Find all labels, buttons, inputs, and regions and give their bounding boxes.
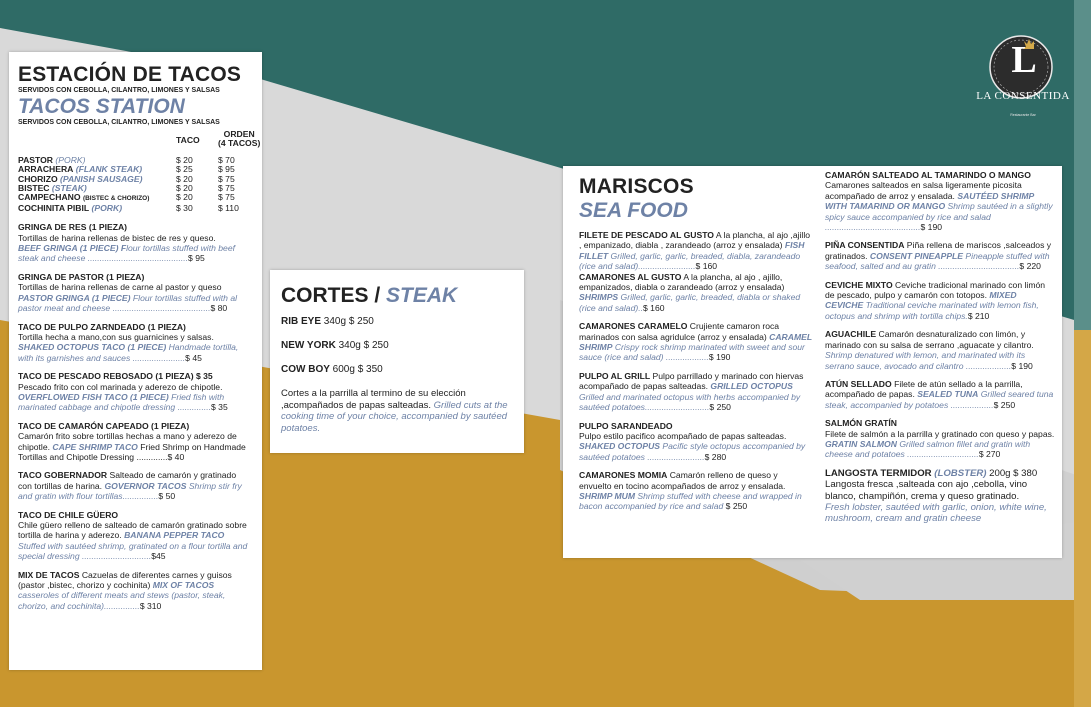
item-price: $ 35 xyxy=(211,402,228,413)
item-desc-en: casseroles of different meats and stews (pastor, steak, chorizo, and cochinita)............... xyxy=(18,590,226,611)
list-item xyxy=(579,230,812,272)
item-desc-en: Grilled and marinated octopus with herbs accompanied by sautéed potatoes........................... xyxy=(579,391,801,413)
item-price: $ 270 xyxy=(978,449,1001,460)
item-title-en: FISH FILLET xyxy=(579,240,805,261)
item-price: $ 310 xyxy=(139,600,162,611)
item-desc: Piña rellena de mariscos ,salceados y gratinados. xyxy=(825,240,1052,261)
list-item xyxy=(18,371,250,413)
item-title: LANGOSTA TERMIDOR xyxy=(825,467,935,479)
item-desc: A la plancha, al ajo ,ajillo , empanizado, diabla , zarandeado (arroz y ensalada) xyxy=(579,230,811,251)
item-desc: A la plancha, al ajo , ajillo, empanizados, diabla o zarandeado (arroz y ensalada) xyxy=(579,271,785,293)
item-desc-en: Pineapple stuffed with seafood, salted and au gratin .................................. xyxy=(825,250,1050,272)
seafood-title-en: SEA FOOD xyxy=(579,199,688,222)
list-item xyxy=(18,470,250,501)
seafood-panel xyxy=(563,166,1062,558)
item-title-en: BANANA PEPPER TACO xyxy=(124,530,225,541)
tacos-price-table xyxy=(18,130,260,213)
tacos-title: ESTACIÓN DE TACOS xyxy=(18,63,242,86)
row-order-price: $ 75 xyxy=(218,173,235,184)
item-title: GRINGA DE RES (1 PIEZA) xyxy=(18,222,128,233)
item-desc: Pulpo parrillado y marinado con hiervas acompañado de papas salteadas. xyxy=(579,370,804,392)
row-order-price: $ 75 xyxy=(218,183,235,194)
seafood-left-column xyxy=(579,174,812,520)
list-item xyxy=(18,421,250,463)
list-item xyxy=(579,470,812,512)
row-name-en: (FLANK STEAK) xyxy=(75,164,143,175)
item-price: $ 190 xyxy=(1011,360,1033,371)
item-desc: Pescado frito con col marinada y aderezo de chipotle. xyxy=(18,381,223,392)
item-price: $ 95 xyxy=(188,253,205,264)
steak-heading xyxy=(281,284,524,308)
item-price: $ 160 xyxy=(695,261,718,272)
item-title: TACO DE CAMARÓN CAPEADO (1 PIEZA) xyxy=(18,420,190,431)
item-title-en: MIX OF TACOS xyxy=(152,580,215,591)
steak-note-es: Cortes a la parrilla al termino de su elección ,acompañados de papas salteadas. xyxy=(281,388,466,411)
col-order-sublabel: (4 TACOS) xyxy=(218,138,261,149)
item-desc-en: Grilled salmon fillet and gratin with cheese and potatoes .............................. xyxy=(825,438,1031,460)
list-item xyxy=(825,329,1055,371)
row-name: CAMPECHANO xyxy=(18,192,81,203)
item-title: CAMARONES MOMIA xyxy=(579,470,668,481)
item-desc: Tortilla hecha a mano,con sus guarnicines y salsas. xyxy=(18,331,214,342)
item-title: FILETE DE PESCADO AL GUSTO xyxy=(579,230,714,240)
list-item xyxy=(825,240,1055,271)
logo-tagline: Restaurante Bar xyxy=(1010,113,1036,117)
item-price: $ 45 xyxy=(185,352,202,363)
row-taco-price: $ 20 xyxy=(176,173,193,184)
row-name-en: (BISTEC & CHORIZO) xyxy=(82,195,150,203)
item-price: $ 190 xyxy=(920,222,943,233)
item-price: $ 250 xyxy=(993,399,1016,410)
item-title-en: SHRIMP MUM xyxy=(579,490,636,501)
item-desc-en: Shrimp stir fry and gratin with flour tortillas............... xyxy=(18,480,242,502)
item-desc-en: Pacific style octopus accompanied by sautéed potatoes ........................ xyxy=(579,441,806,462)
item-title-en: BEEF GRINGA (1 PIECE) F xyxy=(18,243,127,254)
item-title: MIX DE TACOS xyxy=(18,569,80,580)
row-name: PASTOR xyxy=(18,154,54,165)
item-price: $ 190 xyxy=(708,352,731,363)
item-title-en: CARAMEL SHRIMP xyxy=(579,331,812,353)
item-title-en: GOVERNOR TACOS xyxy=(104,480,187,491)
row-name-en: (PORK) xyxy=(91,202,123,213)
item-desc: Camarón frito sobre tortillas hechas a mano y aderezo de chipotle. xyxy=(18,431,237,452)
steak-name: NEW YORK xyxy=(281,340,336,351)
item-title: PULPO AL GRILL xyxy=(579,370,651,381)
list-item xyxy=(579,421,812,463)
col-taco-header: TACO xyxy=(176,135,200,145)
item-desc: Crujiente camaron roca marinados con salsa agridulce (arroz y ensalada) xyxy=(579,321,780,342)
item-desc-en: Grilled, garlic, garlic, breaded, diabla or shaked (rice and salad).. xyxy=(579,292,801,313)
steak-note-en: Grilled cuts at the cooking time of your choice, accompanied by sautéed potatoes. xyxy=(281,399,508,434)
item-price: $45 xyxy=(151,551,166,562)
background-side-strip-gold xyxy=(1074,330,1091,707)
item-desc-en: Traditional ceviche marinated with lemon fish, octopus and shrimp with tortilla chips. xyxy=(825,300,1039,321)
item-desc-en: Fried fish with marinated cabbage and chipotle dressing .............. xyxy=(18,391,225,413)
item-desc: Camarón desnaturalizado con limón, y marinado con su salsa de serrano ,aguacate y cilantro. xyxy=(825,329,1034,350)
list-item xyxy=(18,272,250,314)
item-price: $ 160 xyxy=(643,302,665,313)
row-order-price: $ 70 xyxy=(218,154,235,165)
row-name: ARRACHERA xyxy=(18,164,74,175)
list-item xyxy=(18,322,250,364)
item-desc: Tortillas de harina rellenas de bistec de res y queso. xyxy=(18,232,216,243)
row-name-en: (STEAK) xyxy=(51,183,87,194)
item-price: $ 40 xyxy=(167,451,185,462)
list-item xyxy=(825,468,1055,525)
item-price: $ 210 xyxy=(967,310,990,321)
row-order-price: $ 95 xyxy=(218,164,235,175)
item-desc-en: Fried Shrimp on Handmade Tortillas and Chipotle Dressing ............. xyxy=(18,441,246,462)
item-title: PULPO SARANDEADO xyxy=(579,420,673,431)
item-desc: Pulpo estilo pacifico acompañado de papas salteadas. xyxy=(579,430,787,441)
item-price: $ 220 xyxy=(1019,261,1041,272)
item-desc-en: Handmade tortilla, with its garnishes and sauces ...................... xyxy=(18,342,239,363)
col-order-label: ORDEN xyxy=(223,129,255,139)
row-name: BISTEC xyxy=(18,183,50,194)
row-taco-price: $ 30 xyxy=(176,202,193,213)
list-item xyxy=(825,418,1055,460)
row-taco-price: $ 20 xyxy=(176,192,193,203)
item-desc: Filete de salmón a la parrilla y gratinado con queso y papas. xyxy=(825,428,1055,439)
item-desc: Filete de atún sellado a la parrilla, acompañado de papas. xyxy=(825,378,1023,400)
item-desc-en: Crispy rock shrimp marinated with sweet and sour sauce (rice and salad) .................. xyxy=(579,342,805,363)
item-title: TACO DE CHILE GÜERO xyxy=(18,509,119,520)
row-name: CHORIZO xyxy=(18,173,58,184)
tacos-specials-list xyxy=(18,222,250,611)
seafood-right-column xyxy=(825,170,1055,525)
item-title-en: CAPE SHRIMP TACO xyxy=(52,441,138,452)
row-order-price: $ 75 xyxy=(218,192,235,203)
item-title-en: SHAKED OCTOPUS xyxy=(579,441,661,452)
item-title-en: GRILLED OCTOPUS xyxy=(710,381,793,392)
row-taco-price: $ 25 xyxy=(176,164,193,175)
item-title: AGUACHILE xyxy=(825,329,877,340)
item-desc-en: Fresh lobster, sautéed with garlic, onion, white wine, mushroom, cream and gratin cheese xyxy=(825,501,1047,525)
logo-name: LA CONSENTIDA xyxy=(976,90,1070,102)
row-order-price: $ 110 xyxy=(218,202,239,213)
col-order-header xyxy=(218,130,260,149)
item-desc: Salteado de camarón y gratinado con tortillas de harina. xyxy=(18,470,237,491)
item-desc: Cazuelas de diferentes carnes y guisos (pastor ,bistec, chorizo y cochinita) xyxy=(18,569,232,591)
tacos-panel xyxy=(9,52,262,670)
row-taco-price: $ 20 xyxy=(176,154,193,165)
list-item xyxy=(18,570,250,612)
list-item xyxy=(825,379,1055,410)
steak-note xyxy=(281,388,513,434)
row-name-en: (PORK) xyxy=(55,154,86,165)
tacos-table-header xyxy=(18,130,260,149)
row-name: COCHINITA PIBIL xyxy=(18,202,90,213)
item-desc-en: Shrimp sautéed in a slightly spicy sauce accompanied by rice and salad ........................................ xyxy=(825,201,1053,233)
steak-row xyxy=(281,364,524,375)
item-title: GRINGA DE PASTOR (1 PIEZA) xyxy=(18,271,145,282)
steak-name: RIB EYE xyxy=(281,316,322,327)
tacos-title-en: TACOS STATION xyxy=(18,95,185,118)
item-title: PIÑA CONSENTIDA xyxy=(825,240,905,251)
list-item xyxy=(579,371,812,413)
item-title-en: GRATIN SALMON xyxy=(825,438,897,449)
item-desc-en: Shrimp denatured with lemon, and marinated with its serrano sauce, avocado and cilantro ................... xyxy=(825,350,1026,371)
tacos-subtitle: SERVIDOS CON CEBOLLA, CILANTRO, LIMONES Y SALSAS xyxy=(18,87,220,94)
item-desc-en: Grilled seared tuna steak, accompanied by potatoes .................. xyxy=(825,389,1054,410)
steak-title-en: STEAK xyxy=(386,284,458,307)
item-desc-en: Shrimp stuffed with cheese and wrapped in bacon accompanied by rice and salad xyxy=(579,490,802,512)
item-title: CAMARONES AL GUSTO xyxy=(579,271,682,282)
item-desc-en: lour tortillas stuffed with beef steak and cheese .......................................... xyxy=(18,243,235,264)
steak-title: CORTES / xyxy=(281,284,387,307)
list-item xyxy=(579,272,812,314)
item-title: SALMÓN GRATÍN xyxy=(825,418,897,429)
item-desc-en: Stuffed with sautéed shrimp, gratinated on a flour tortilla and special dressing ............................. xyxy=(18,540,248,562)
item-title-en: PASTOR GRINGA (1 PIECE) xyxy=(18,292,131,303)
list-item xyxy=(825,280,1055,322)
item-price: $ 250 xyxy=(725,501,748,512)
item-desc: Langosta fresca ,salteada con ajo ,cebolla, vino blanco, champiñón, crema y queso gratinado. xyxy=(825,479,1028,502)
steak-panel xyxy=(270,270,524,453)
item-price: $ 80 xyxy=(210,303,228,314)
steak-row xyxy=(281,340,524,351)
item-desc: Chile güero relleno de salteado de camarón gratinado sobre tortilla de harina y aderezo. xyxy=(18,520,247,541)
logo-letter: L xyxy=(1011,39,1037,81)
item-title-en: SHAKED OCTOPUS TACO (1 PIECE) xyxy=(18,342,167,353)
item-title-en: MIXED CEVICHE xyxy=(825,290,1017,311)
item-price: $ 250 xyxy=(709,402,731,413)
item-title: TACO GOBERNADOR xyxy=(18,470,108,481)
row-taco-price: $ 20 xyxy=(176,183,193,194)
item-desc: Camarón relleno de queso y envuelto en tocino acompañados de arroz y ensalada. xyxy=(579,470,786,491)
item-desc: Tortillas de harina rellenas de carne al pastor y queso xyxy=(18,282,222,293)
item-title: CAMARONES CARAMELO xyxy=(579,321,688,332)
list-item xyxy=(579,321,812,363)
item-title-en: CONSENT PINEAPPLE xyxy=(869,250,964,261)
item-title: TACO DE PESCADO REBOSADO (1 PIEZA) $ 35 xyxy=(18,371,213,382)
list-item xyxy=(18,222,250,264)
item-title-en: OVERFLOWED FISH TACO (1 PIECE) xyxy=(18,391,169,402)
list-item xyxy=(18,510,250,562)
item-title-en: SHRIMPS xyxy=(579,292,619,303)
item-price: $ 280 xyxy=(704,451,727,462)
item-price: 200g $ 380 xyxy=(986,467,1038,479)
seafood-title: MARISCOS xyxy=(579,175,694,198)
steak-name: COW BOY xyxy=(281,364,330,375)
item-desc-en: Flour tortillas stuffed with al pastor meat and cheese ......................................... xyxy=(18,292,238,314)
item-title: TACO DE PULPO ZARNDEADO (1 PIEZA) xyxy=(18,321,186,332)
item-desc-en: Grilled, garlic, garlic, breaded, diabla, zarandeado (rice and salad)........................ xyxy=(579,250,801,272)
steak-detail: 340g $ 250 xyxy=(335,340,389,351)
tacos-subtitle-en: SERVIDOS CON CEBOLLA, CILANTRO, LIMONES Y SALSAS xyxy=(18,119,220,126)
item-price: $ 50 xyxy=(158,491,176,502)
steak-row xyxy=(281,316,524,327)
item-title-en: (LOBSTER) xyxy=(934,467,987,479)
list-item xyxy=(825,170,1055,232)
table-row xyxy=(18,204,260,213)
item-desc: Camarones salteados en salsa ligeramente picosita acompañado de arroz y ensalada. xyxy=(825,180,1022,201)
item-desc: Ceviche tradicional marinado con limón de pescado, pulpo y camarón con totopos. xyxy=(825,279,1046,301)
item-title-en: SEALED TUNA xyxy=(917,389,979,400)
item-title-en: SAUTÉED SHRIMP WITH TAMARIND OR MANGO xyxy=(825,190,1034,212)
steak-detail: 340g $ 250 xyxy=(321,316,374,327)
steak-detail: 600g $ 350 xyxy=(329,364,383,375)
item-title: ATÚN SELLADO xyxy=(825,378,892,389)
item-title: CEVICHE MIXTO xyxy=(825,279,893,290)
row-name-en: (PANISH SAUSAGE) xyxy=(60,173,143,184)
item-title: CAMARÓN SALTEADO AL TAMARINDO O MANGO xyxy=(825,170,1031,180)
